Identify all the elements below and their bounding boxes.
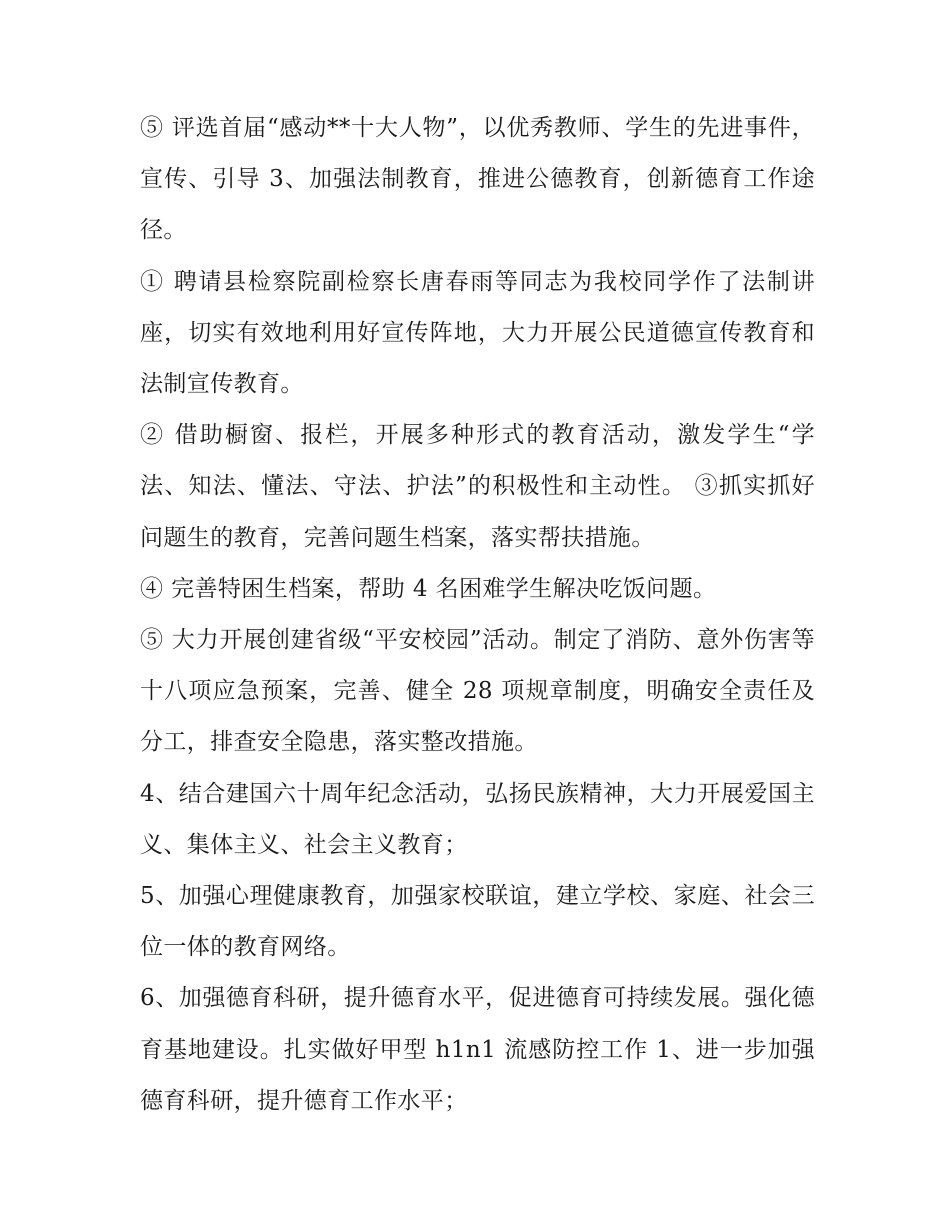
paragraph: ⑤ 大力开展创建省级“平安校园”活动。制定了消防、意外伤害等十八项应急预案，完善、健全 28 项规章制度，明确安全责任及分工，排查安全隐患，落实整改措施。 [140, 627, 815, 756]
paragraph: ① 聘请县检察院副检察长唐春雨等同志为我校同学作了法制讲座，切实有效地利用好宣传阵地，大力开展公民道德宣传教育和法制宣传教育。 [140, 268, 815, 398]
document-body [140, 103, 815, 1127]
paragraph: ④ 完善特困生档案，帮助 4 名困难学生解决吃饭问题。 [140, 575, 717, 602]
paragraph: 6、加强德育科研，提升德育水平，促进德育可持续发展。强化德育基地建设。扎实做好甲型 h1n1 流感防控工作 1、进一步加强德育科研，提升德育工作水平； [140, 985, 815, 1114]
paragraph: ⑤ 评选首届“感动**十大人物”，以优秀教师、学生的先进事件，宣传、引导 3、加强法制教育，推进公德教育，创新德育工作途径。 [140, 115, 815, 244]
paragraph: ② 借助橱窗、报栏，开展多种形式的教育活动，激发学生“学法、知法、懂法、守法、护法”的积极性和主动性。 ③抓实抓好问题生的教育，完善问题生档案，落实帮扶措施。 [140, 422, 815, 551]
paragraph: 4、结合建国六十周年纪念活动，弘扬民族精神，大力开展爱国主义、集体主义、社会主义教育； [140, 780, 815, 858]
paragraph: 5、加强心理健康教育，加强家校联谊，建立学校、家庭、社会三位一体的教育网络。 [140, 883, 815, 961]
